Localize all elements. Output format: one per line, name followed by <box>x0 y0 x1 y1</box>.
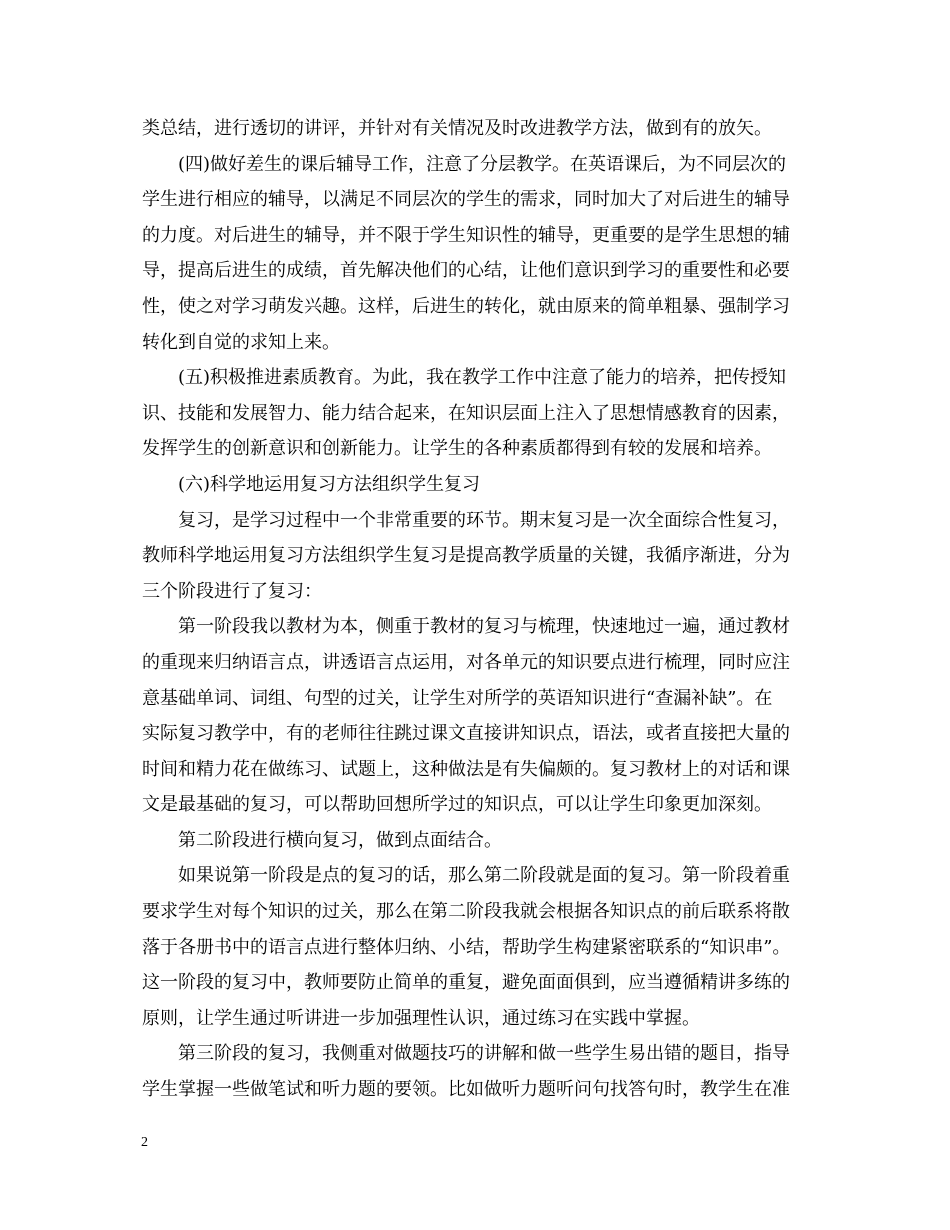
text-line: 识、技能和发展智力、能力结合起来，在知识层面上注入了思想情感教育的因素， <box>142 402 790 424</box>
text-line: 文是最基础的复习，可以帮助回想所学过的知识点，可以让学生印象更加深刻。 <box>142 794 772 816</box>
text-line: 落于各册书中的语言点进行整体归纳、小结，帮助学生构建紧密联系的“知识串”。 <box>142 936 791 958</box>
text-line: 学生掌握一些做笔试和听力题的要领。比如做听力题听问句找答句时，教学生在准 <box>142 1079 790 1101</box>
text-line: 如果说第一阶段是点的复习的话，那么第二阶段就是面的复习。第一阶段着重 <box>142 865 790 887</box>
text-line: 发挥学生的创新意识和创新能力。让学生的各种素质都得到有较的发展和培养。 <box>142 438 772 460</box>
text-line: 要求学生对每个知识的过关，那么在第二阶段我就会根据各知识点的前后联系将散 <box>142 901 790 923</box>
text-line: 时间和精力花在做练习、试题上，这种做法是有失偏颇的。复习教材上的对话和课 <box>142 758 790 780</box>
text-line: 这一阶段的复习中，教师要防止简单的重复，避免面面俱到，应当遵循精讲多练的 <box>142 972 790 994</box>
text-line: 类总结，进行透切的讲评，并针对有关情况及时改进教学方法，做到有的放矢。 <box>142 118 772 139</box>
text-line: 第三阶段的复习，我侧重对做题技巧的讲解和做一些学生易出错的题目，指导 <box>142 1043 790 1065</box>
text-line: 三个阶段进行了复习： <box>142 580 322 602</box>
text-line: 第一阶段我以教材为本，侧重于教材的复习与梳理，快速地过一遍，通过教材 <box>142 616 790 638</box>
page-number: 2 <box>141 1135 148 1150</box>
text-line: 复习，是学习过程中一个非常重要的环节。期末复习是一次全面综合性复习， <box>142 509 790 531</box>
text-line: 性，使之对学习萌发兴趣。这样，后进生的转化，就由原来的简单粗暴、强制学习 <box>142 295 790 317</box>
text-line: 第二阶段进行横向复习，做到点面结合。 <box>142 829 502 851</box>
text-line: 原则，让学生通过听讲进一步加强理性认识，通过练习在实践中掌握。 <box>142 1007 700 1029</box>
section-heading: (六)科学地运用复习方法组织学生复习 <box>142 473 481 495</box>
text-line: 意基础单词、词组、句型的过关，让学生对所学的英语知识进行“查漏补缺”。在 <box>142 687 773 709</box>
text-line: 导，提高后进生的成绩，首先解决他们的心结，让他们意识到学习的重要性和必要 <box>142 260 790 282</box>
body-text <box>142 111 816 1108</box>
text-line: 转化到自觉的求知上来。 <box>142 331 340 353</box>
text-line: 实际复习教学中，有的老师往往跳过课文直接讲知识点，语法，或者直接把大量的 <box>142 723 790 745</box>
text-line: 的力度。对后进生的辅导，并不限于学生知识性的辅导，更重要的是学生思想的辅 <box>142 224 790 246</box>
text-line: (四)做好差生的课后辅导工作，注意了分层教学。在英语课后，为不同层次的 <box>142 153 787 175</box>
text-line: 的重现来归纳语言点，讲透语言点运用，对各单元的知识要点进行梳理，同时应注 <box>142 651 790 673</box>
text-line: 学生进行相应的辅导，以满足不同层次的学生的需求，同时加大了对后进生的辅导 <box>142 189 790 211</box>
text-line: 教师科学地运用复习方法组织学生复习是提高教学质量的关键，我循序渐进，分为 <box>142 545 790 567</box>
text-line: (五)积极推进素质教育。为此，我在教学工作中注意了能力的培养，把传授知 <box>142 367 787 389</box>
